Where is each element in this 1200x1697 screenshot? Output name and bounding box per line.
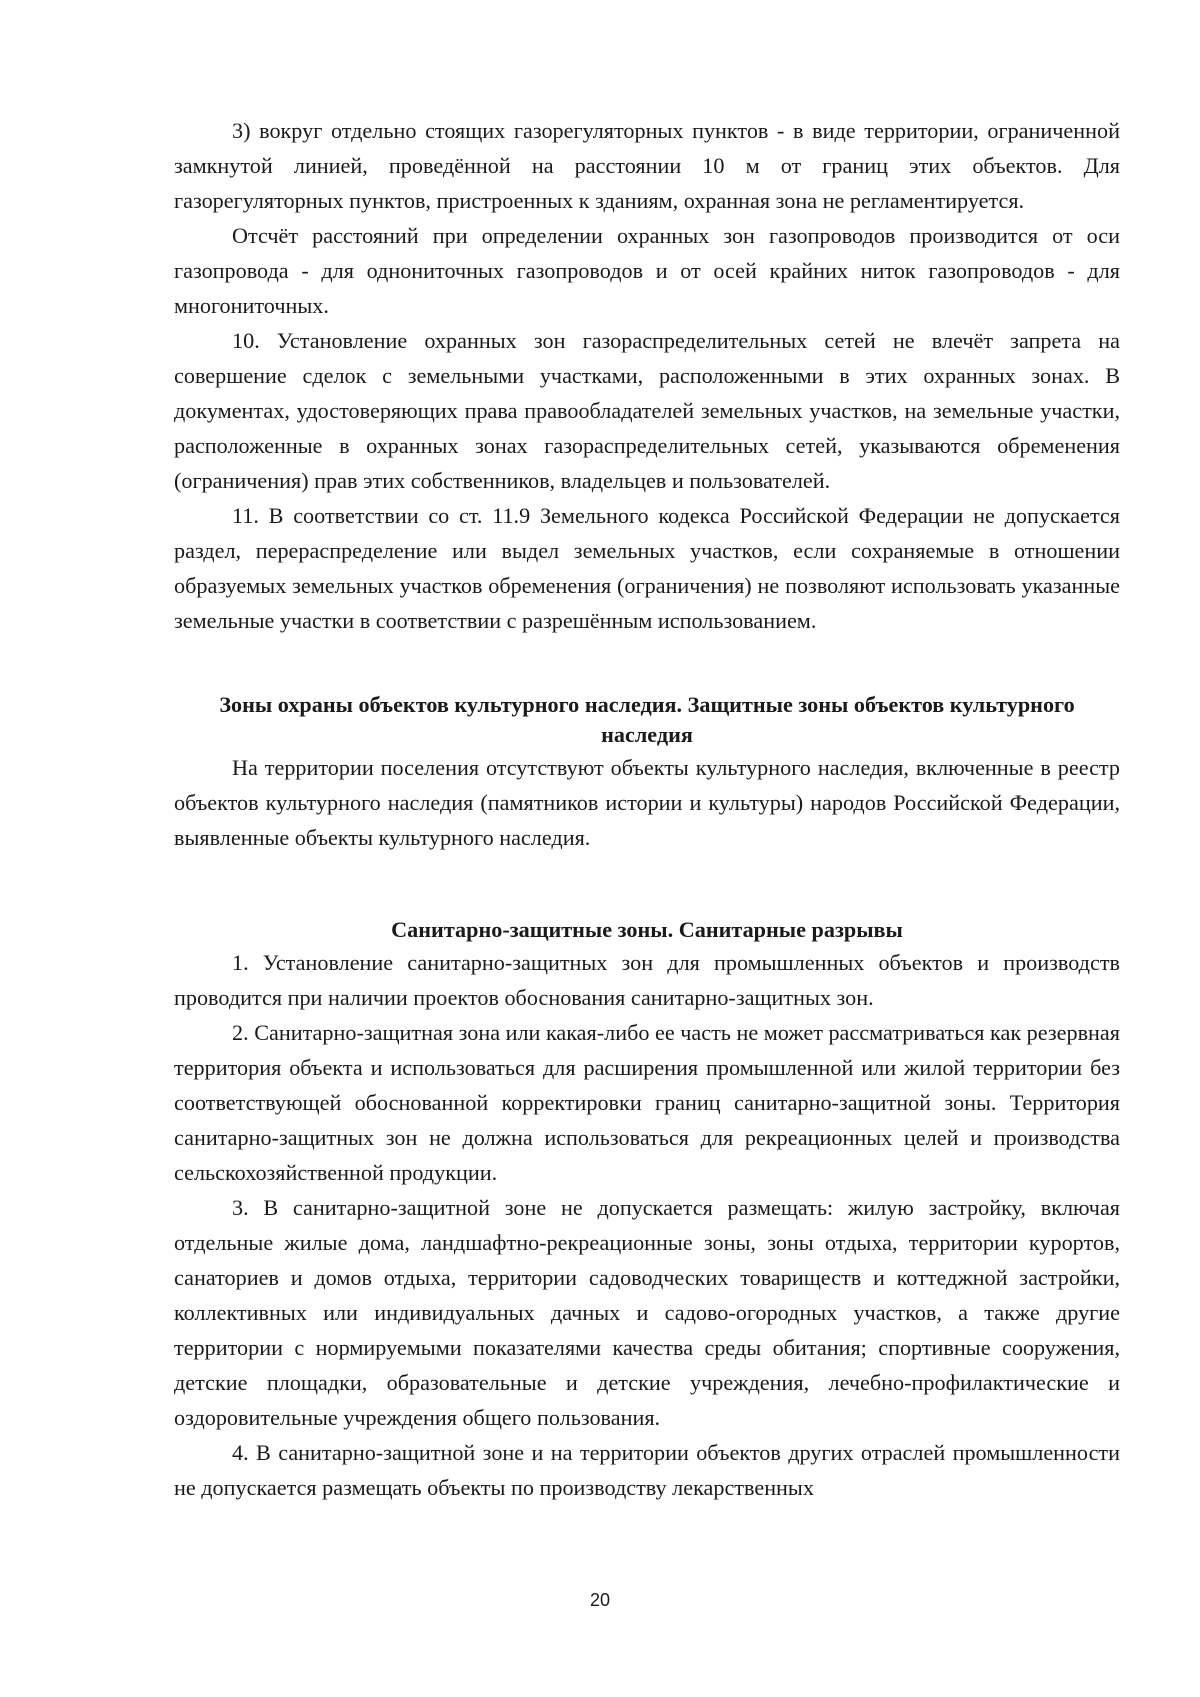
paragraph-distance-measurement: Отсчёт расстояний при определении охранных зон газопроводов производится от оси газопровода - для однониточных газопроводов и от осей крайних ниток газопроводов - для многониточных.: [174, 223, 1120, 318]
section-heading-sanitary-zones: Санитарно-защитные зоны. Санитарные разрывы: [391, 917, 903, 942]
paragraph-sanitary-item-4: 4. В санитарно-защитной зоне и на территории объектов других отраслей промышленности не допускается размещать объекты по производству лекарственных: [174, 1440, 1120, 1500]
paragraph-sanitary-item-2: 2. Санитарно-защитная зона или какая-либо ее часть не может рассматриваться как резервная территория объекта и использоваться для расширения промышленной или жилой территории без соответствующей обоснованной корректировки границ санитарно-защитной зоны. Территория санитарно-защитных зон не должна использоваться для рекреационных целей и производства сельскохозяйственной продукции.: [174, 1020, 1120, 1185]
paragraph-item-10: 10. Установление охранных зон газораспределительных сетей не влечёт запрета на совершение сделок с земельными участками, расположенными в этих охранных зонах. В документах, удостоверяющих права правообладателей земельных участков, на земельные участки, расположенные в охранных зонах газораспределительных сетей, указываются обременения (ограничения) прав этих собственников, владельцев и пользователей.: [174, 328, 1120, 493]
section-heading-cultural-heritage: Зоны охраны объектов культурного наследия. Защитные зоны объектов культурного наследия: [219, 692, 1075, 747]
paragraph-gas-regulator-points: 3) вокруг отдельно стоящих газорегуляторных пунктов - в виде территории, ограниченной замкнутой линией, проведённой на расстоянии 10 м от границ этих объектов. Для газорегуляторных пунктов, пристроенных к зданиям, охранная зона не регламентируется.: [174, 118, 1120, 213]
paragraph-sanitary-item-1: 1. Установление санитарно-защитных зон для промышленных объектов и производств проводится при наличии проектов обоснования санитарно-защитных зон.: [174, 950, 1120, 1010]
document-page: [174, 113, 1120, 1505]
paragraph-cultural-heritage: На территории поселения отсутствуют объекты культурного наследия, включенные в реестр объектов культурного наследия (памятников истории и культуры) народов Российской Федерации, выявленные объекты культурного наследия.: [174, 755, 1120, 850]
paragraph-sanitary-item-3: 3. В санитарно-защитной зоне не допускается размещать: жилую застройку, включая отдельные жилые дома, ландшафтно-рекреационные зоны, зоны отдыха, территории курортов, санаториев и домов отдыха, территории садоводческих товариществ и коттеджной застройки, коллективных или индивидуальных дачных и садово-огородных участков, а также другие территории с нормируемыми показателями качества среды обитания; спортивные сооружения, детские площадки, образовательные и детские учреждения, лечебно-профилактические и оздоровительные учреждения общего пользования.: [174, 1195, 1120, 1430]
section-spacer: [174, 855, 1120, 915]
section-spacer: [174, 638, 1120, 690]
page-number: 20: [589, 1590, 611, 1610]
paragraph-item-11: 11. В соответствии со ст. 11.9 Земельного кодекса Российской Федерации не допускается раздел, перераспределение или выдел земельных участков, если сохраняемые в отношении образуемых земельных участков обременения (ограничения) не позволяют использовать указанные земельные участки в соответствии с разрешённым использованием.: [174, 503, 1120, 633]
